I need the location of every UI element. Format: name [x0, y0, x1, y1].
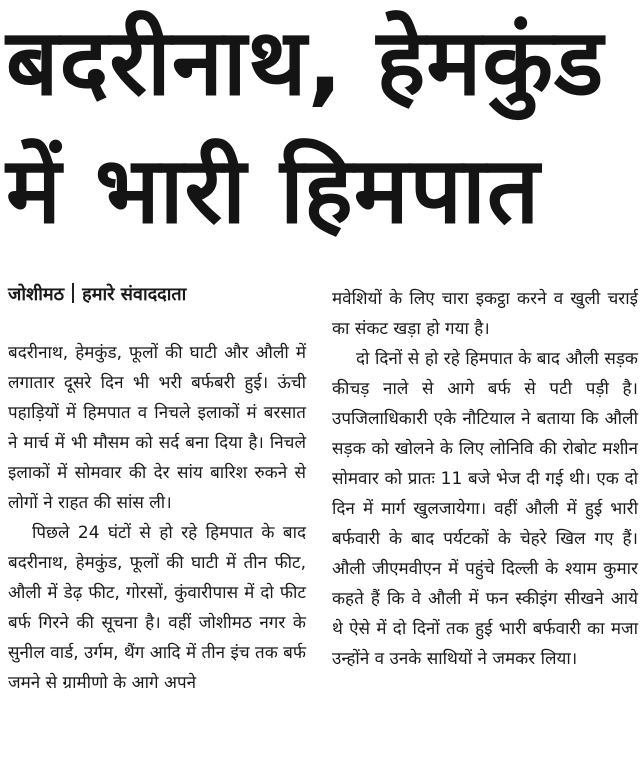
left-paragraph-1: बदरीनाथ, हेमकुंड, फूलों की घाटी और औली में लगातार दूसरे दिन भी भरी बर्फबरी हुई। ऊंची पहाड़ियों में हिमपात व निचले इलाकों मं बरसात ने मार्च में भी मौसम को सर्द बना दिया है। निचले इलाकों में सोमवार की देर सांय बारिश रुकने से लोगों ने राहत की सांस ली।: [8, 343, 306, 513]
headline-line-1: बदरीनाथ, हेमकुंड: [6, 9, 605, 116]
right-paragraph-1: मवेशियों के लिए चारा इकट्ठा करने व खुली चराई का संकट खड़ा हो गया है।: [332, 289, 638, 339]
right-column: [332, 284, 638, 674]
byline-separator: [72, 283, 74, 303]
left-paragraph-2: पिछले 24 घंटों से हो रहे हिमपात के बाद बदरीनाथ, हेमकुंड, फूलों की घाटी में तीन फीट, औली में डेढ़ फीट, गोरसों, कुंवारीपास में दो फीट बर्फ गिरने की सूचना है। वहीं जोशीमठ नगर के सुनील वार्ड, उर्गम, थैंग आदि में तीन इंच तक बर्फ जमने से ग्रामीणो के आगे अपने: [8, 523, 306, 693]
left-column: [8, 280, 306, 698]
byline-reporter: हमारे संवाददाता: [82, 284, 187, 305]
byline: [8, 280, 306, 310]
byline-place: जोशीमठ: [8, 284, 65, 305]
headline-line-2: में भारी हिमपात: [6, 137, 541, 244]
right-paragraph-2: दो दिनों से हो रहे हिमपात के बाद औली सड़क कीचड़ नाले से आगे बर्फ से पटी पड़ी है। उपजिलाधिकारी एके नौटियाल ने बताया कि औली सड़क को खोलने के लिए लोनिवि की रोबोट मशीन सोमवार को प्रातः 11 बजे भेज दी गई थी। एक दो दिन में मार्ग खुलजायेगा। वहीं औली में हुई भारी बर्फवारी के बाद पर्यटकों के चेहरे खिल गए हैं। औली जीएमवीएन में पहुंचे दिल्ली के श्याम कुमार कहते हैं कि वे औली में फन स्कीइंग सीखने आये थे ऐसे में दो दिनों तक हुई भारी बर्फवारी का मजा उन्होंने व उनके साथियों ने जमकर लिया।: [332, 349, 638, 669]
